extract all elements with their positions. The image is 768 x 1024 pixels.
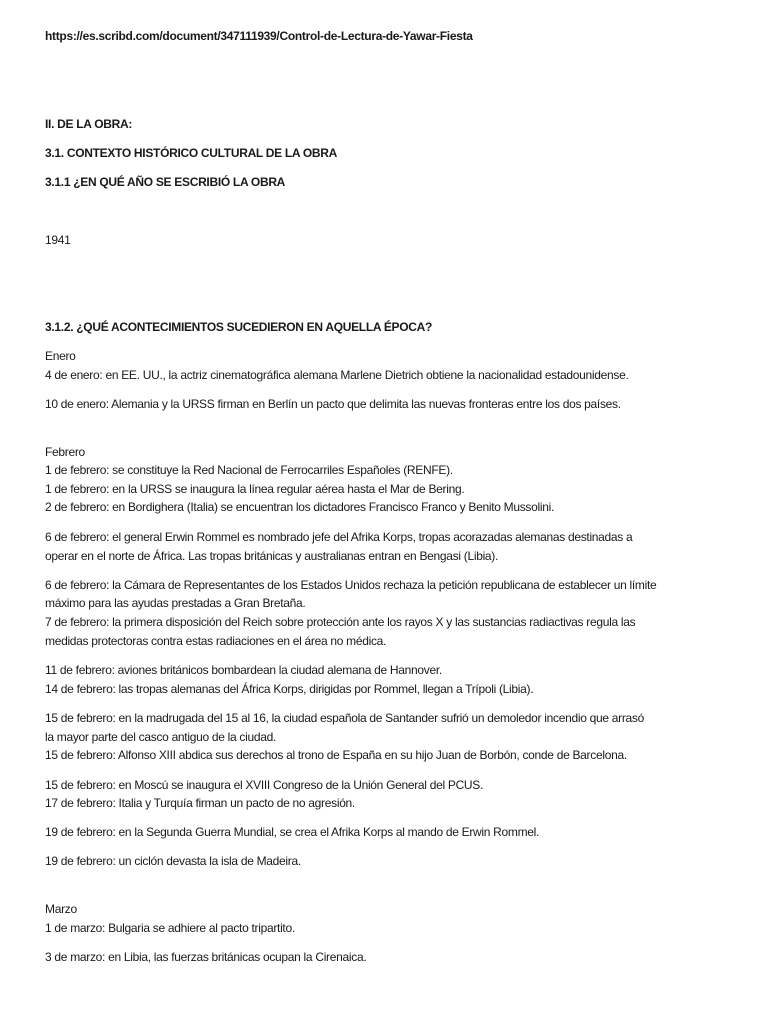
event-line: 2 de febrero: en Bordighera (Italia) se encuentran los dictadores Francisco Franco y Benito Mussolini. (45, 500, 555, 514)
month-heading-marzo: Marzo (45, 902, 77, 916)
section-heading: 3.1. CONTEXTO HISTÓRICO CULTURAL DE LA OBRA (45, 146, 338, 160)
event-line: 1 de marzo: Bulgaria se adhiere al pacto tripartito. (45, 921, 295, 935)
event-line: máximo para las ayudas prestadas a Gran Bretaña. (45, 596, 306, 610)
event-line: 19 de febrero: en la Segunda Guerra Mundial, se crea el Afrika Korps al mando de Erwin Rommel. (45, 825, 540, 839)
part-heading: II. DE LA OBRA: (45, 117, 133, 131)
event-line: 15 de febrero: en Moscú se inaugura el XVIII Congreso de la Unión General del PCUS. (45, 778, 484, 792)
event-line: 4 de enero: en EE. UU., la actriz cinematográfica alemana Marlene Dietrich obtiene la nacionalidad estadounidense. (45, 368, 629, 382)
month-heading-enero: Enero (45, 349, 76, 363)
question-events-heading: 3.1.2. ¿QUÉ ACONTECIMIENTOS SUCEDIERON EN AQUELLA ÉPOCA? (45, 320, 433, 334)
month-heading-febrero: Febrero (45, 445, 85, 459)
event-line: 3 de marzo: en Libia, las fuerzas británicas ocupan la Cirenaica. (45, 950, 367, 964)
event-line: medidas protectoras contra estas radiaciones en el área no médica. (45, 634, 387, 648)
question-year-heading: 3.1.1 ¿EN QUÉ AÑO SE ESCRIBIÓ LA OBRA (45, 175, 286, 189)
event-line: 17 de febrero: Italia y Turquía firman un pacto de no agresión. (45, 796, 355, 810)
event-line: 1 de febrero: en la URSS se inaugura la línea regular aérea hasta el Mar de Bering. (45, 482, 465, 496)
event-line: la mayor parte del casco antiguo de la ciudad. (45, 730, 277, 744)
event-line: 19 de febrero: un ciclón devasta la isla de Madeira. (45, 854, 301, 868)
event-line: 15 de febrero: en la madrugada del 15 al 16, la ciudad española de Santander sufrió un demoledor incendio que arrasó (45, 711, 644, 725)
event-line: 11 de febrero: aviones británicos bombardean la ciudad alemana de Hannover. (45, 663, 442, 677)
event-line: 6 de febrero: el general Erwin Rommel es nombrado jefe del Afrika Korps, tropas acorazadas alemanas destinadas a (45, 530, 633, 544)
event-line: 6 de febrero: la Cámara de Representantes de los Estados Unidos rechaza la petición republicana de establecer un límite (45, 578, 657, 592)
event-line: operar en el norte de África. Las tropas británicas y australianas entran en Bengasi (Libia). (45, 549, 499, 563)
event-line: 15 de febrero: Alfonso XIII abdica sus derechos al trono de España en su hijo Juan de Borbón, conde de Barcelona. (45, 748, 627, 762)
answer-year: 1941 (45, 233, 71, 247)
event-line: 10 de enero: Alemania y la URSS firman en Berlín un pacto que delimita las nuevas fronteras entre los dos países. (45, 397, 621, 411)
event-line: 1 de febrero: se constituye la Red Nacional de Ferrocarriles Españoles (RENFE). (45, 463, 453, 477)
event-line: 14 de febrero: las tropas alemanas del África Korps, dirigidas por Rommel, llegan a Trípoli (Libia). (45, 682, 534, 696)
event-line: 7 de febrero: la primera disposición del Reich sobre protección ante los rayos X y las sustancias radiactivas regula las (45, 615, 636, 629)
source-url[interactable]: https://es.scribd.com/document/347111939/Control-de-Lectura-de-Yawar-Fiesta (45, 29, 473, 43)
